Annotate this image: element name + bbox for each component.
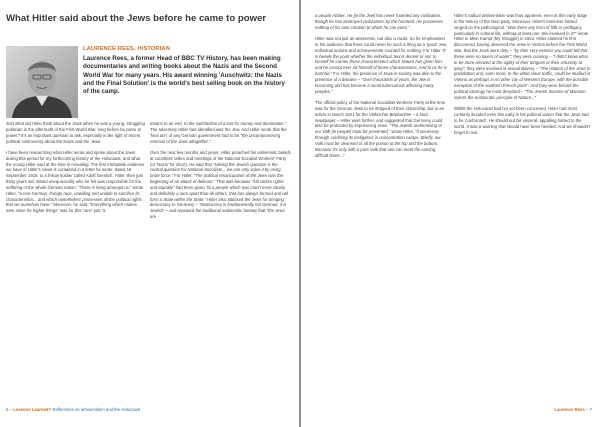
- right-page-footer: Laurence Rees – 7: [554, 407, 592, 412]
- paragraph: means to an end, to the satisfaction of a lust for money and domination." The adversary Hitler had identified was the Jew. And Hitler wrote that the 'final aim' of any German government had to be "the uncompromising removal of the Jews altogether.": [150, 121, 287, 144]
- author-photo: [6, 46, 78, 118]
- right-column-2: [454, 13, 591, 135]
- left-page: [0, 0, 299, 427]
- footer-section: Lessons Learned?: [13, 407, 52, 412]
- footer-author: Laurence Rees: [554, 407, 585, 412]
- page-number: 7: [589, 407, 592, 412]
- footer-publication: Reflections on antisemitism and the Holocaust: [52, 407, 141, 412]
- paragraph: I have been researching what Hitler wrote and spoke about the Jews during this period for my forthcoming history of the Holocaust, and what the young Hitler said at the time is revealing. The first irrefutable evidence we have of Hitler's views is contained in a letter he wrote, dated 16 September 1919, to a fellow soldier called Adolf Gemlich. Hitler, then just thirty years old, stated unequivocally who he felt was responsible for the suffering of the whole German nation: "There is living amongst us," wrote Hitler, "a non-German, foreign race, unwilling and unable to sacrifice its characteristics... and which nonetheless possesses all the political rights that we ourselves have." Moreover, he said, "Everything which makes men strive for higher things" was for this 'race' just "a: [6, 149, 145, 214]
- paragraph: The official policy of the National Socialists Workers' Party at the time was for the German Jews to be stripped of their citizenship, but in an article in March 1921 for the Völkischer Beobachter – a Nazi newspaper – Hitler went further, and suggested that Germany could also be protected by imprisoning Jews. "The Jewish undermining of our Volk [ie people] must be prevented," wrote Hitler, "if necessary through confining its instigators in concentration camps. Briefly, our Volk must be cleansed of all the poison at the top and the bottom. Because it's only with a pure Volk that one can meet the coming difficult times...": [315, 99, 446, 158]
- paragraph: Over the next few months and years, Hitler preached his antisemitic beliefs at countless rallies and meetings of the National Socialist Workers' Party (or 'Nazis' for short). He said that "solving the Jewish question is the central question for National Socialists... we can only solve it by using brute force." For Hitler, "The political emancipation of the Jews was the beginning of an attack of delirium." That was because "full citizen rights and equality" had been given "to a people which was much more clearly and definitely a race apart than all others, that has always formed and will form a State within the State." Hitler also attacked the Jews for bringing democracy to Germany – "Democracy is fundamentally not German; it is Jewish" – and repeated the traditional antisemitic fantasy that "the Jews are: [150, 149, 291, 220]
- paragraph: a people robber. He [ie the Jew] has never founded any civilization, though he has destroyed civilizations by the hundred. He possesses nothing of his own creation to which he can point.": [315, 13, 444, 30]
- page-number: 6: [6, 407, 9, 412]
- left-page-footer: 6 – Lessons Learned? Reflections on antisemitism and the Holocaust: [6, 407, 141, 412]
- article-title: What Hitler said about the Jews before he came to power: [6, 13, 267, 24]
- author-bio: Laurence Rees, a former Head of BBC TV History, has been making documentaries and writing books about the Nazis and the Second World War for many years. His award winning 'Auschwitz: the Nazis and the Final Solution' is the world's best selling book on the history of the camp.: [83, 55, 285, 96]
- paragraph: Hitler was not just an antisemite, but also a racist. So he emphasised to his audience that there could never be such a thing as a 'good' Jew. Individual actions and achievements counted for nothing. For Hitler "it is beside the point whether the individual Jew is decent or not. In himself he carries those characteristics which Nature has given him, and he cannot ever rid himself of those characteristics. And to us he is harmful." For Hitler, the presence of Jews in society was akin to the presence of a disease – "Over thousands of years, the Jew is becoming and has become a racial tuberculosis affecting many peoples.": [315, 36, 448, 94]
- author-name: LAURENCE REES, HISTORIAN: [83, 46, 171, 52]
- author-portrait-image: [6, 46, 78, 118]
- right-page: [301, 0, 600, 427]
- paragraph: Whilst the Holocaust had not yet been conceived, Hitler had most certainly decided even this early in his political career that the Jews had to be 'confronted'. He should out his visceral, appalling hatred to the world. It was a warning that should have been heeded. And we shouldn't forget it now.: [454, 106, 590, 135]
- paragraph: Just what did Hitler think about the Jews when he was a young, struggling politician in the aftermath of the First World War, long before he came to power? It's an important question to ask, especially in the light of recent political controversy about the Nazis and the Jews.: [6, 121, 145, 144]
- left-column-1: [6, 121, 146, 214]
- right-column-1: [315, 13, 448, 158]
- left-column-2: [150, 121, 291, 220]
- paragraph: Hitler's radical antisemitism was thus apparent, even at this early stage in the history of the Nazi party. Moreover, Hitler's immense hatred verged on the pathological. "Was there any form of filth or profligacy, particularly in cultural life, without at least one Jew involved in it?" wrote Hitler in Mein Kampf (My Struggle) in 1924. Hitler claimed he first discovered, having observed the Jews in Vienna before the First World War, that the Jews were dirty – "by their very exterior you could tell that these were no lovers of water"; they were cunning – "I didn't know what to be more amazed at the agility of their tongues or their virtuosity at lying"; they were involved in sexual slavery – "The relation of the Jews to prostitution and, even more, to the white slave traffic, could be studied in Vienna as perhaps in no other city of Western Europe, with the possible exception of the southern French ports". And they were behind the political ideology he most despised – "The Jewish doctrine of Marxism rejects the aristocratic principle of Nature...": [454, 13, 591, 100]
